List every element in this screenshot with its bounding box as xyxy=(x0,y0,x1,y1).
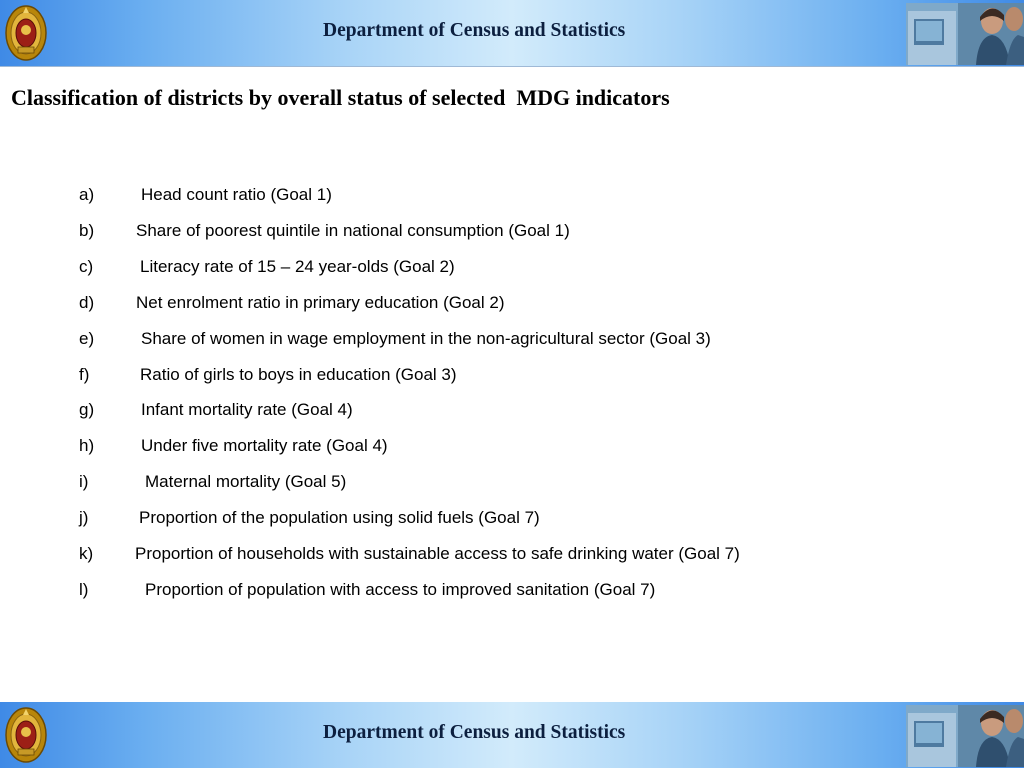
list-item-text: Literacy rate of 15 – 24 year-olds (Goal 2) xyxy=(140,257,455,276)
footer-banner xyxy=(0,702,1024,768)
list-item-text: Share of women in wage employment in the non-agricultural sector (Goal 3) xyxy=(141,329,711,348)
list-item-text: Net enrolment ratio in primary education (Goal 2) xyxy=(136,293,505,312)
header-banner xyxy=(0,0,1024,67)
list-marker: f) xyxy=(79,365,90,384)
list-item-text: Head count ratio (Goal 1) xyxy=(141,185,332,204)
list-marker: d) xyxy=(79,293,95,312)
list-marker: j) xyxy=(79,508,89,527)
list-marker: g) xyxy=(79,400,95,419)
national-emblem-icon xyxy=(4,705,48,765)
list-marker: i) xyxy=(79,472,89,491)
list-marker: a) xyxy=(79,185,95,204)
list-item-text: Proportion of households with sustainable access to safe drinking water (Goal 7) xyxy=(135,544,740,563)
list-marker: l) xyxy=(79,580,89,599)
list-item-text: Proportion of the population using solid fuels (Goal 7) xyxy=(139,508,540,527)
list-marker: e) xyxy=(79,329,95,348)
list-item-text: Proportion of population with access to improved sanitation (Goal 7) xyxy=(145,580,656,599)
list-marker: h) xyxy=(79,436,95,455)
header-title: Department of Census and Statistics xyxy=(323,20,626,41)
office-worker-photo xyxy=(906,705,1024,767)
office-worker-photo xyxy=(906,3,1024,65)
list-item-text: Infant mortality rate (Goal 4) xyxy=(141,400,353,419)
list-item-text: Ratio of girls to boys in education (Goal 3) xyxy=(140,365,457,384)
footer-title: Department of Census and Statistics xyxy=(323,722,626,743)
list-item-text: Under five mortality rate (Goal 4) xyxy=(141,436,388,455)
list-item-text: Maternal mortality (Goal 5) xyxy=(145,472,347,491)
national-emblem-icon xyxy=(4,3,48,63)
list-item-text: Share of poorest quintile in national consumption (Goal 1) xyxy=(136,221,570,240)
slide-title: Classification of districts by overall status of selected MDG indicators xyxy=(11,85,670,110)
list-marker: c) xyxy=(79,257,94,276)
list-marker: b) xyxy=(79,221,95,240)
list-marker: k) xyxy=(79,544,94,563)
